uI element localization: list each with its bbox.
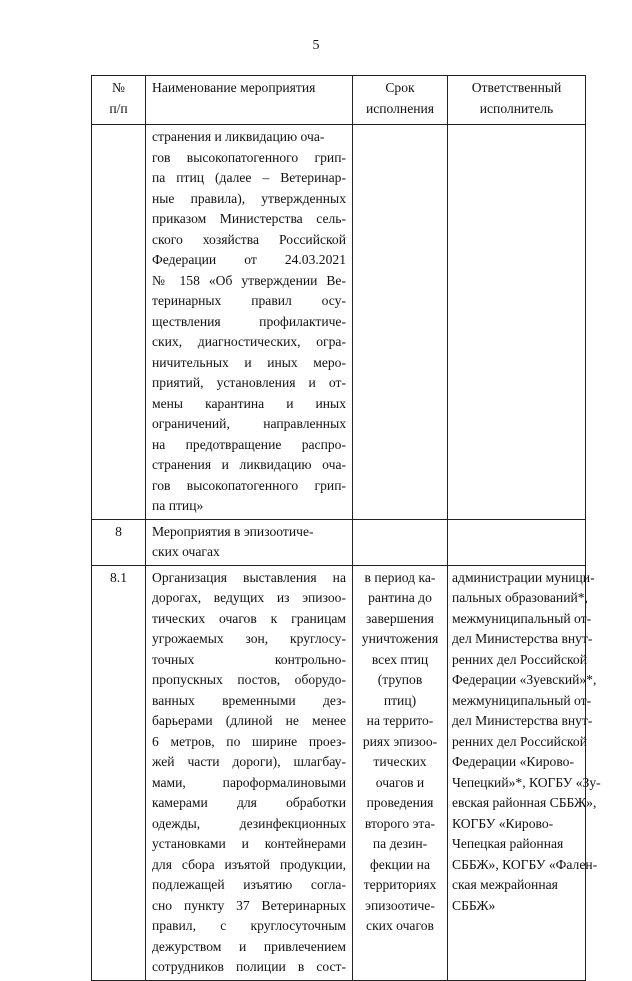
page-number: 5 xyxy=(312,38,320,53)
header-name xyxy=(146,76,353,125)
term-text-line: ских очагов xyxy=(366,918,434,933)
measure-text-line: ничительных и иных меро- xyxy=(152,354,346,370)
measure-text-line: странения и ликвидацию оча- xyxy=(152,129,325,144)
cell-measure-name xyxy=(146,565,353,980)
term-text-line: завершения xyxy=(366,610,434,626)
term-text-line: па дезин- xyxy=(372,836,428,851)
cell-executor xyxy=(448,125,586,520)
measure-text-line: угрожаемых зон, круглосу- xyxy=(152,631,346,646)
header-num xyxy=(92,76,146,125)
cell-measure-name xyxy=(146,519,353,565)
term-text-line: в период ка- xyxy=(364,569,436,585)
term-text-line: эпизоотиче- xyxy=(365,897,435,913)
term-text-line: очагов и xyxy=(375,774,425,790)
header-executor-line: Ответственный xyxy=(471,80,562,95)
header-num-line: № xyxy=(112,80,125,95)
table-row xyxy=(92,565,586,980)
measure-text-line: ные правила), утвержденных xyxy=(152,190,346,206)
executor-text-line: евская районная СББЖ», xyxy=(452,795,597,810)
measure-text-line: пропускных постов, оборудо- xyxy=(152,672,346,687)
measure-text-line: правил, с круглосуточным xyxy=(152,918,346,933)
measure-text-line: для сбора изъятой продукции, xyxy=(152,856,346,872)
term-text-line: фекции на xyxy=(370,856,430,872)
executor-text-line: СББЖ» xyxy=(452,897,496,913)
measure-text-line: приятий, установления и от- xyxy=(152,375,346,390)
measure-text-line: точных контрольно- xyxy=(152,651,346,667)
measure-text-line: па птиц (далее – Ветеринар- xyxy=(152,170,346,185)
measure-text-line: гов высокопатогенного грип- xyxy=(152,149,346,165)
measure-text-line: ограничений, направленных xyxy=(152,416,346,431)
table-header-row xyxy=(92,76,586,125)
measure-text-line: дежурством и привлечением xyxy=(152,938,346,954)
measure-text-line: ского хозяйства Российской xyxy=(152,231,346,247)
table-row xyxy=(92,125,586,520)
header-term xyxy=(353,76,448,125)
header-executor-line: исполнитель xyxy=(479,100,554,116)
cell-term xyxy=(353,565,448,980)
cell-executor xyxy=(448,565,601,980)
measure-text-line: камерами для обработки xyxy=(152,795,346,810)
header-num-line: п/п xyxy=(109,100,128,116)
term-text-line: проведения xyxy=(366,795,434,810)
measure-text-line: Организация выставления на xyxy=(152,569,346,585)
measure-text-line: 6 метров, по ширине проез- xyxy=(152,733,346,749)
executor-text-line: Федерации «Кирово- xyxy=(452,754,574,769)
measure-text-line: ских, диагностических, огра- xyxy=(152,334,346,349)
measure-text-line: теринарных правил осу- xyxy=(152,293,346,308)
executor-text-line: дел Министерства внут- xyxy=(452,713,593,728)
cell-number: 8 xyxy=(92,519,146,565)
executor-text-line: ская межрайонная xyxy=(452,877,558,892)
term-text-line: риях эпизоо- xyxy=(362,733,438,749)
executor-text-line: дел Министерства внут- xyxy=(452,631,593,646)
header-executor xyxy=(448,76,586,125)
cell-number xyxy=(92,125,146,520)
cell-term xyxy=(353,519,448,565)
executor-text-line: межмуниципальный от- xyxy=(452,610,592,626)
measure-text-line: па птиц» xyxy=(152,498,204,513)
header-name-line: Наименование мероприятия xyxy=(152,80,316,95)
measure-text-line: тических очагов к границам xyxy=(152,610,346,626)
measures-table xyxy=(91,75,601,981)
measure-text-line: дорогах, ведущих из эпизоо- xyxy=(152,590,346,605)
measure-text-line: странения и ликвидацию оча- xyxy=(152,457,346,472)
measure-text-line: одежды, дезинфекционных xyxy=(152,815,346,831)
executor-text-line: ренних дел Российской xyxy=(452,733,587,749)
executor-text-line: Чепецкая районная xyxy=(452,836,564,851)
measure-text-line: сотрудников полиции в сост- xyxy=(152,959,346,974)
term-text-line: уничтожения xyxy=(361,631,439,646)
term-text-line: рантина до xyxy=(368,590,432,605)
measure-text-line: ванных временными дез- xyxy=(152,692,346,708)
cell-number: 8.1 xyxy=(92,565,146,980)
term-text-line: второго эта- xyxy=(364,815,436,831)
executor-text-line: Чепецкий»*, КОГБУ «Зу- xyxy=(452,774,601,790)
table-row xyxy=(92,519,586,565)
term-text-line: всех птиц xyxy=(371,651,429,667)
measure-text-line: установками и контейнерами xyxy=(152,836,346,851)
cell-measure-name xyxy=(146,125,353,520)
measure-text-line: на предотвращение распро- xyxy=(152,436,346,452)
executor-text-line: администрации муници- xyxy=(452,569,595,585)
measure-text-line: Мероприятия в эпизоотиче- xyxy=(152,523,314,539)
term-text-line: тических xyxy=(373,754,427,769)
measure-text-line: приказом Министерства сель- xyxy=(152,211,346,226)
measure-text-line: барьерами (длиной не менее xyxy=(152,713,346,728)
measure-text-line: гов высокопатогенного грип- xyxy=(152,477,346,493)
measure-text-line: ществления профилактиче- xyxy=(152,313,346,329)
measure-text-line: подлежащей изъятию согла- xyxy=(152,877,346,892)
measure-text-line: мами, пароформалиновыми xyxy=(152,774,346,790)
term-text-line: на террито- xyxy=(366,713,434,728)
executor-text-line: межмуниципальный от- xyxy=(452,692,592,708)
cell-executor xyxy=(448,519,586,565)
executor-text-line: ренних дел Российской xyxy=(452,651,587,667)
measure-text-line: жей части дороги), шлагбау- xyxy=(152,754,346,769)
header-term-line: исполнения xyxy=(365,100,435,116)
term-text-line: (трупов xyxy=(377,672,423,687)
measure-text-line: № 158 «Об утверждении Ве- xyxy=(152,272,346,288)
term-text-line: птиц) xyxy=(383,692,417,708)
header-term-line: Срок xyxy=(385,80,415,95)
measure-text-line: ских очагах xyxy=(152,544,220,559)
measure-text-line: мены карантина и иных xyxy=(152,395,346,411)
executor-text-line: Федерации «Зуевский»*, xyxy=(452,672,597,687)
executor-text-line: СББЖ», КОГБУ «Фален- xyxy=(452,856,598,872)
term-text-line: территориях xyxy=(363,877,437,892)
cell-term xyxy=(353,125,448,520)
executor-text-line: КОГБУ «Кирово- xyxy=(452,815,554,831)
measure-text-line: Федерации от 24.03.2021 xyxy=(152,252,346,267)
measure-text-line: сно пункту 37 Ветеринарных xyxy=(152,897,346,913)
executor-text-line: пальных образований*, xyxy=(452,590,588,605)
